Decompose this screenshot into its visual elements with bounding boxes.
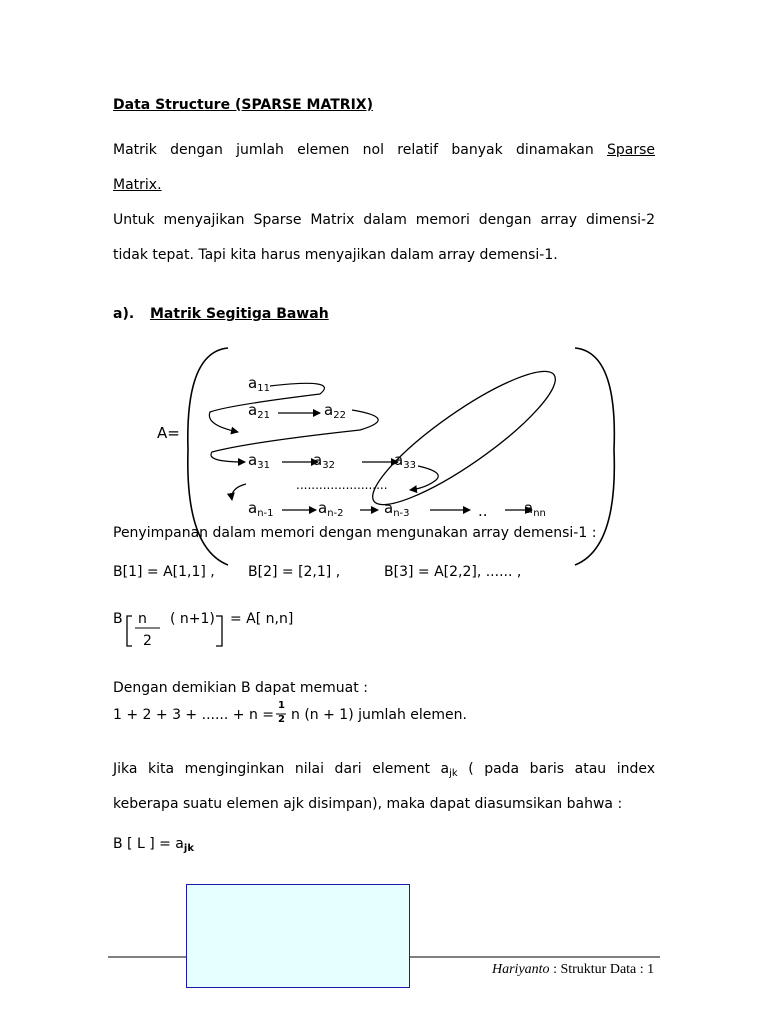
footer-author: Hariyanto bbox=[492, 962, 550, 977]
element-an3: $a_{n-3}$ bbox=[384, 499, 410, 519]
element-a21: $a_{21}$ bbox=[248, 401, 270, 421]
element-a32: $a_{32}$ bbox=[313, 451, 335, 471]
term-sparse: Sparse bbox=[607, 142, 656, 158]
storage-intro: Penyimpanan dalam memori dengan mengunakan array demensi-1 : bbox=[113, 525, 597, 541]
matrix-ellipsis: .. bbox=[478, 502, 488, 520]
element-a11: $a_{11}$ bbox=[248, 374, 270, 394]
page-title: Data Structure (SPARSE MATRIX) bbox=[113, 97, 373, 113]
section-title: Matrik Segitiga Bawah bbox=[150, 306, 329, 322]
element-a22: $a_{22}$ bbox=[324, 401, 346, 421]
term-matrix: Matrix. bbox=[113, 177, 162, 193]
element-an1: $a_{n-1}$ bbox=[248, 499, 274, 519]
blank-box bbox=[186, 884, 410, 988]
intro-line-1-text: Matrik dengan jumlah elemen nol relatif banyak dinamakan bbox=[113, 142, 594, 158]
element-line-1: Jika kita menginginkan nilai dari element $a_{jk}$ ( pada baris atau index bbox=[113, 761, 655, 779]
footer-sep: : bbox=[553, 962, 557, 977]
storage-b1: B[1] = A[1,1] , bbox=[113, 564, 215, 580]
b-right-bracket bbox=[216, 616, 222, 646]
capacity-frac-num: 1 bbox=[278, 700, 285, 711]
intro-line-4: tidak tepat. Tapi kita harus menyajikan dalam array demensi-1. bbox=[113, 247, 558, 263]
bformula-b: B bbox=[113, 611, 123, 627]
storage-b2: B[2] = [2,1] , bbox=[248, 564, 341, 580]
intro-line-3: Untuk menyajikan Sparse Matrix dalam memori dengan array dimensi-2 bbox=[113, 212, 655, 228]
capacity-line-1: Dengan demikian B dapat memuat : bbox=[113, 680, 368, 696]
footer bbox=[492, 962, 654, 978]
footer-course: Struktur Data : 1 bbox=[560, 962, 655, 977]
section-label: a). bbox=[113, 306, 135, 322]
capacity-frac-den: 2 bbox=[278, 714, 285, 725]
diagonal-ellipse bbox=[359, 354, 569, 523]
arrow-a22-to-a31 bbox=[211, 410, 378, 462]
matrix-lhs: A= bbox=[157, 424, 180, 442]
element-equation: B [ L ] = $a_{jk}$ bbox=[113, 836, 194, 854]
element-line-2: keberapa suatu elemen ajk disimpan), maka dapat diasumsikan bahwa : bbox=[113, 796, 623, 812]
matrix-dots: ........................ bbox=[296, 478, 388, 492]
element-a33: $a_{33}$ bbox=[394, 451, 416, 471]
bformula-n: n bbox=[138, 611, 147, 627]
capacity-sum: 1 + 2 + 3 + ...... + n = bbox=[113, 707, 274, 723]
element-an2: $a_{n-2}$ bbox=[318, 499, 344, 519]
arrow-to-an1 bbox=[232, 484, 246, 500]
b-left-bracket bbox=[127, 616, 132, 646]
element-ann: $a_{nn}$ bbox=[524, 499, 546, 519]
element-a31: $a_{31}$ bbox=[248, 451, 270, 471]
storage-b3: B[3] = A[2,2], ...... , bbox=[384, 564, 522, 580]
bformula-den: 2 bbox=[143, 633, 152, 649]
capacity-tail: n (n + 1) jumlah elemen. bbox=[291, 707, 467, 723]
bformula-rhs: = A[ n,n] bbox=[230, 611, 294, 627]
bformula-np1: ( n+1) bbox=[170, 611, 215, 627]
